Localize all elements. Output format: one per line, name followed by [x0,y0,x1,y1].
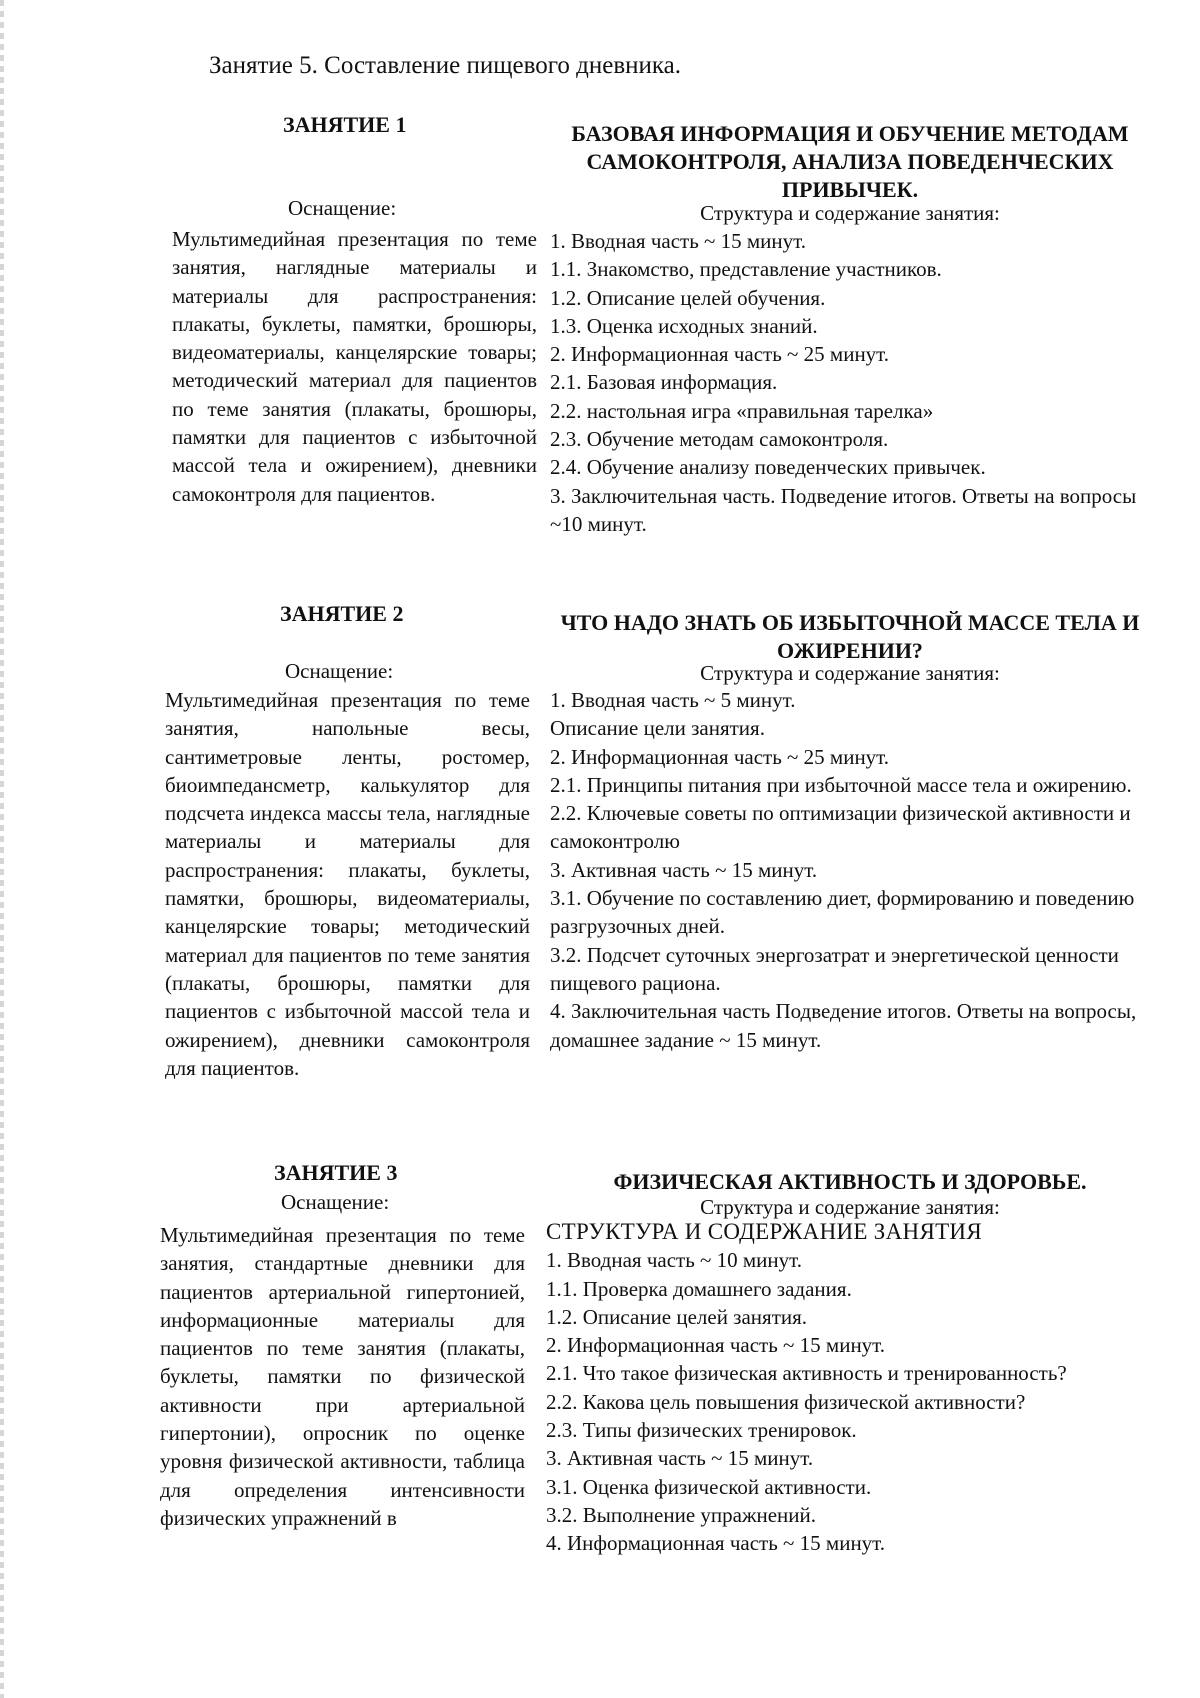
list-item: 2.2. Какова цель повышения физической активности? [546,1389,1026,1414]
list-item: 1.3. Оценка исходных знаний. [550,313,818,338]
session-3-structure-label: Структура и содержание занятия: [700,1195,1000,1219]
session-1-structure-label: Структура и содержание занятия: [700,201,1000,225]
list-item: 1.1. Знакомство, представление участников. [550,257,942,282]
list-item: 2. Информационная часть ~ 25 минут. [550,342,890,367]
session-1-title: БАЗОВАЯ ИНФОРМАЦИЯ И ОБУЧЕНИЕ МЕТОДАМ САМОКОНТРОЛЯ, АНАЛИЗА ПОВЕДЕНЧЕСКИХ ПРИВЫЧЕК. [571,121,1129,202]
session-3-label: ЗАНЯТИЕ 3 [274,1160,398,1185]
session-1-equipment-text: Мультимедийная презентация по теме занятия, наглядные материалы и материалы для распространения: плакаты, буклеты, памятки, брошюры, видеоматериалы, канцелярские товары; методический материал для пациентов по теме занятия (плакаты, брошюры, памятки для пациентов с избыточной массой тела и ожирением), дневники самоконтроля для пациентов. [172,227,537,506]
session-1-label: ЗАНЯТИЕ 1 [283,112,407,137]
list-item: 4. Заключительная часть Подведение итогов. Ответы на вопросы, домашнее задание ~ 15 минут. [550,999,1137,1052]
list-item: 3. Активная часть ~ 15 минут. [546,1446,814,1471]
list-item: 3.2. Выполнение упражнений. [546,1502,817,1527]
list-item: 2.4. Обучение анализу поведенческих привычек. [550,455,986,480]
list-item: 1. Вводная часть ~ 15 минут. [550,229,807,253]
list-item: 2.3. Обучение методам самоконтроля. [550,427,889,452]
list-item: Описание цели занятия. [550,716,765,741]
session-3-structure-list [546,1218,1146,1558]
session-2-equipment-text: Мультимедийная презентация по теме занятия, напольные весы, сантиметровые ленты, ростомер, биоимпедансметр, калькулятор для подсчета индекса массы тела, наглядные материалы и материалы для распространения: плакаты, буклеты, памятки, брошюры, видеоматериалы, канцелярские товары; методический материал для пациентов по теме занятия (плакаты, брошюры, памятки для пациентов с избыточной массой тела и ожирением), дневники самоконтроля для пациентов. [165,688,530,1080]
session-2-structure-list [550,686,1150,1054]
list-item: 1. Вводная часть ~ 10 минут. [546,1248,803,1273]
list-item: 1.1. Проверка домашнего задания. [546,1276,852,1301]
list-item: 3. Активная часть ~ 15 минут. [550,857,818,882]
list-item: 3.2. Подсчет суточных энергозатрат и энергетической ценности пищевого рациона. [550,942,1119,995]
session-2-equipment-label: Оснащение: [285,659,394,683]
list-item: 2.1. Что такое физическая активность и тренированность? [546,1361,1067,1386]
list-item: 1. Вводная часть ~ 5 минут. [550,688,796,712]
list-item: 1.2. Описание целей обучения. [550,285,826,310]
list-item: 2. Информационная часть ~ 15 минут. [546,1333,886,1358]
session-1-structure-list [550,227,1150,538]
intro-line: Занятие 5. Составление пищевого дневника. [209,52,682,79]
scan-edge [0,0,4,1698]
list-item: 2. Информационная часть ~ 25 минут. [550,744,890,769]
list-item: 3.1. Обучение по составлению диет, формированию и поведению разгрузочных дней. [550,886,1135,939]
list-item: 1.2. Описание целей занятия. [546,1304,808,1329]
list-item: 2.1. Базовая информация. [550,370,778,395]
list-item: 2.2. Ключевые советы по оптимизации физической активности и самоконтролю [550,801,1131,854]
session-2-label: ЗАНЯТИЕ 2 [280,601,404,626]
list-item: 3. Заключительная часть. Подведение итогов. Ответы на вопросы ~10 минут. [550,483,1137,536]
list-item: 2.3. Типы физических тренировок. [546,1418,857,1443]
list-item: 4. Информационная часть ~ 15 минут. [546,1531,886,1556]
list-item: 2.1. Принципы питания при избыточной массе тела и ожирению. [550,772,1132,797]
session-2-structure-label: Структура и содержание занятия: [700,661,1000,685]
session-3-equipment-text: Мультимедийная презентация по теме занятия, стандартные дневники для пациентов артериальной гипертонией, информационные материалы для пациентов по теме занятия (плакаты, буклеты, памятки по физической активности при артериальной гипертонии), опросник по оценке уровня физической активности, таблица для определения интенсивности физических упражнений в [160,1223,525,1530]
session-3-equipment-label: Оснащение: [281,1190,390,1214]
list-item: СТРУКТУРА И СОДЕРЖАНИЕ ЗАНЯТИЯ [546,1219,982,1244]
session-1-equipment-label: Оснащение: [288,196,397,220]
session-2-title: ЧТО НАДО ЗНАТЬ ОБ ИЗБЫТОЧНОЙ МАССЕ ТЕЛА И ОЖИРЕНИИ? [560,610,1140,663]
list-item: 2.2. настольная игра «правильная тарелка» [550,398,934,423]
list-item: 3.1. Оценка физической активности. [546,1474,872,1499]
session-3-title: ФИЗИЧЕСКАЯ АКТИВНОСТЬ И ЗДОРОВЬЕ. [613,1169,1087,1194]
